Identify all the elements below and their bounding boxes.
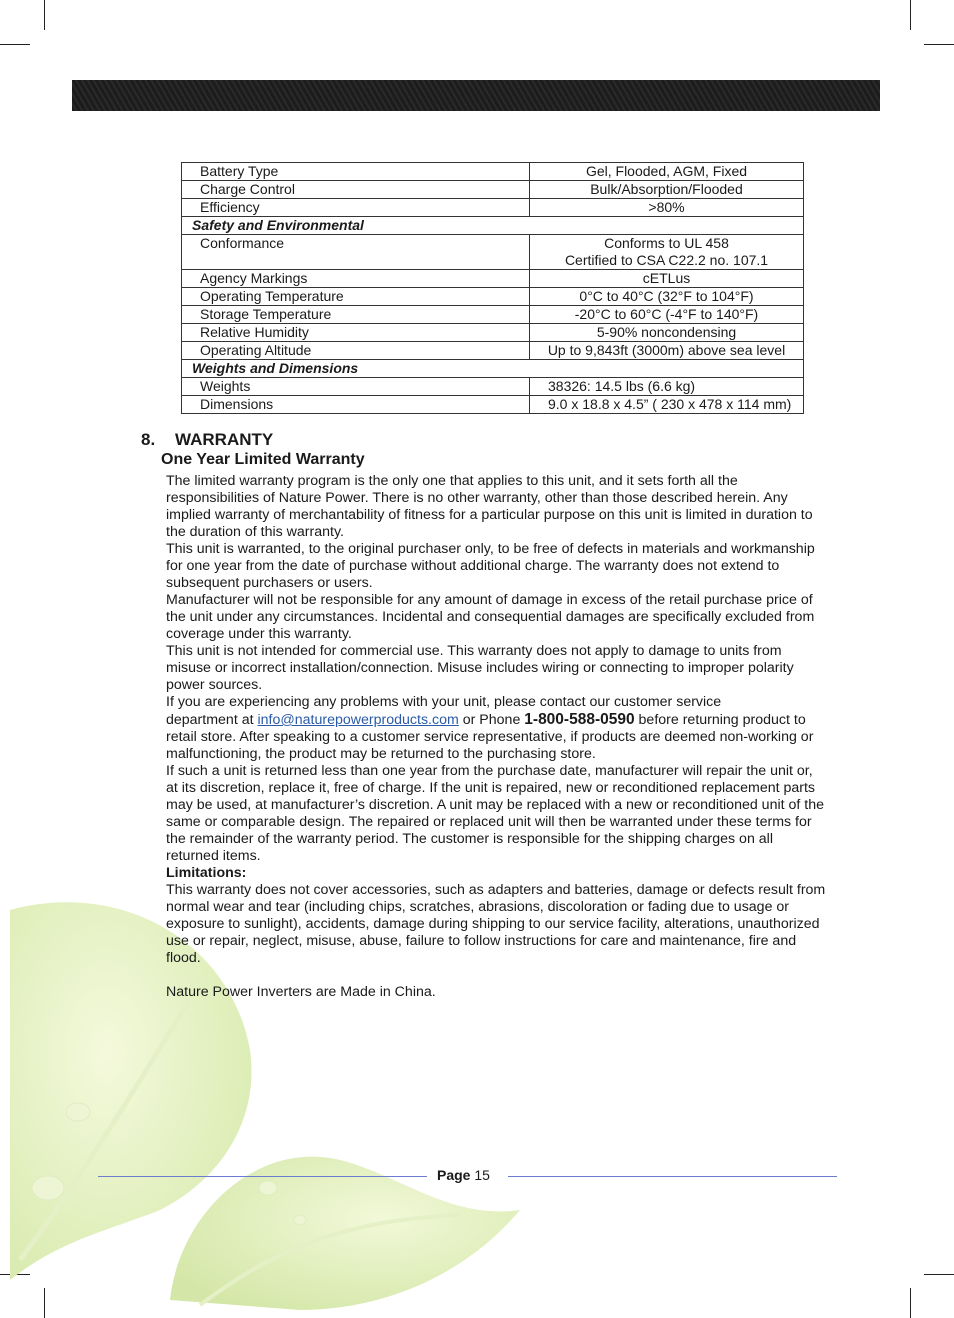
table-row (182, 270, 804, 288)
page-number (437, 1167, 490, 1183)
table-row (182, 181, 804, 199)
warranty-paragraph: This unit is warranted, to the original purchaser only, to be free of defects in materials and workmanship for one year from the date of purchase without additional charge. The warranty does not extend to subsequent purchasers or users. (166, 541, 815, 591)
spec-value-text: 9.0 x 18.8 x 4.5” ( 230 x 478 x 114 mm) (548, 396, 792, 412)
table-row (182, 163, 804, 181)
table-row (182, 396, 804, 414)
footer-rule (98, 1176, 427, 1177)
spec-label: Storage Temperature (182, 306, 530, 324)
section-number: 8. (141, 430, 156, 449)
spec-label: Dimensions (182, 396, 530, 414)
spec-value-text: Bulk/Absorption/Flooded (590, 181, 743, 197)
spec-label: Relative Humidity (182, 324, 530, 342)
spec-value-text: 38326: 14.5 lbs (6.6 kg) (548, 378, 696, 394)
spec-value (530, 270, 804, 288)
warranty-paragraph (166, 694, 826, 763)
crop-mark (44, 0, 45, 30)
table-section-heading: Safety and Environmental (182, 217, 804, 235)
spec-value (530, 199, 804, 217)
warranty-paragraph: The limited warranty program is the only one that applies to this unit, and it sets forth all the responsibilities of Nature Power. There is no other warranty, other than those described herein. Any implied warranty of merchantability of fitness for a particular purpose on this unit is limited in duration to the duration of this warranty. (166, 473, 813, 540)
specifications-table (181, 162, 804, 414)
spec-value-text: Conforms to UL 458 (604, 235, 729, 251)
spec-value (530, 324, 804, 342)
warranty-paragraph: This unit is not intended for commercial use. This warranty does not apply to damage to units from misuse or incorrect installation/connection. Misuse includes wiring or connecting to improper polarity power sources. (166, 643, 794, 693)
table-row (182, 342, 804, 360)
crop-mark (924, 44, 954, 45)
spec-label: Operating Altitude (182, 342, 530, 360)
spec-value (530, 396, 804, 414)
email-link[interactable]: info@naturepowerproducts.com (257, 712, 459, 728)
spec-label: Efficiency (182, 199, 530, 217)
contact-text: department at (166, 712, 258, 728)
spec-value-text: -20°C to 60°C (-4°F to 140°F) (574, 306, 759, 322)
phone-number: 1-800-588-0590 (524, 711, 635, 728)
warranty-paragraph: This warranty does not cover accessories, such as adapters and batteries, damage or defects result from normal wear and tear (including chips, scratches, abrasions, discoloration or fading due to usage or exposure to sunlight), accidents, damage during shipping to our service facility, alterations, unauthorized use or repair, neglect, misuse, abuse, failure to follow instructions for care and maintenance, fire and flood. (166, 882, 826, 966)
table-section-row (182, 217, 804, 235)
table-row (182, 235, 804, 270)
table-section-row (182, 360, 804, 378)
table-row (182, 288, 804, 306)
table-row (182, 199, 804, 217)
spec-value (530, 288, 804, 306)
spec-label: Operating Temperature (182, 288, 530, 306)
origin-statement: Nature Power Inverters are Made in China. (166, 984, 436, 1000)
spec-value-text: >80% (648, 199, 685, 215)
spec-value-text: 5-90% noncondensing (596, 324, 737, 340)
spec-label: Conformance (182, 235, 530, 270)
spec-label: Battery Type (182, 163, 530, 181)
section-heading (141, 430, 273, 450)
crop-mark (910, 1288, 911, 1318)
page-number-value: 15 (474, 1167, 490, 1183)
spec-label: Agency Markings (182, 270, 530, 288)
contact-line: If you are experiencing any problems with your unit, please contact our customer service (166, 694, 722, 710)
spec-value (530, 163, 804, 181)
spec-label: Weights (182, 378, 530, 396)
spec-value-text: Certified to CSA C22.2 no. 107.1 (564, 252, 769, 268)
spec-value-text: Up to 9,843ft (3000m) above sea level (547, 342, 786, 358)
table-row (182, 378, 804, 396)
spec-value (530, 306, 804, 324)
crop-mark (924, 1274, 954, 1275)
spec-value (530, 378, 804, 396)
table-row (182, 306, 804, 324)
spec-value-text: Gel, Flooded, AGM, Fixed (585, 163, 748, 179)
spec-value-text: 0°C to 40°C (32°F to 104°F) (579, 288, 754, 304)
warranty-paragraph: Manufacturer will not be responsible for any amount of damage in excess of the retail purchase price of the unit under any circumstances. Incidental and consequential damages are specifically excluded from coverage under this warranty. (166, 592, 815, 642)
spec-value (530, 342, 804, 360)
spec-label: Charge Control (182, 181, 530, 199)
page-word: Page (437, 1167, 471, 1183)
crop-mark (910, 0, 911, 30)
spec-value-text: cETLus (642, 270, 691, 286)
spec-value (530, 235, 804, 270)
header-bar (72, 80, 880, 111)
crop-mark (0, 44, 30, 45)
spec-value (530, 181, 804, 199)
section-title: WARRANTY (175, 430, 274, 449)
contact-text: or Phone (458, 712, 525, 728)
warranty-subheading: One Year Limited Warranty (161, 451, 365, 468)
limitations-heading: Limitations: (166, 865, 247, 881)
contact-text: before returning product to retail store. After speaking to a customer service representative, if products are deemed non-working or malfunctioning, the product may be returned to the purchasing store. (166, 712, 814, 762)
footer-rule (508, 1176, 837, 1177)
table-section-heading: Weights and Dimensions (182, 360, 804, 378)
table-row (182, 324, 804, 342)
warranty-paragraph: If such a unit is returned less than one year from the purchase date, manufacturer will repair the unit or, at its discretion, replace it, free of charge. If the unit is repaired, new or reconditioned replacement parts may be used, at manufacturer’s discretion. A unit may be replaced with a new or reconditioned unit of the same or comparable design. The repaired or replaced unit will then be warranted under these terms for the remainder of the warranty period. The customer is responsible for the shipping charges on all returned items. (166, 763, 824, 864)
warranty-body (166, 473, 826, 1001)
